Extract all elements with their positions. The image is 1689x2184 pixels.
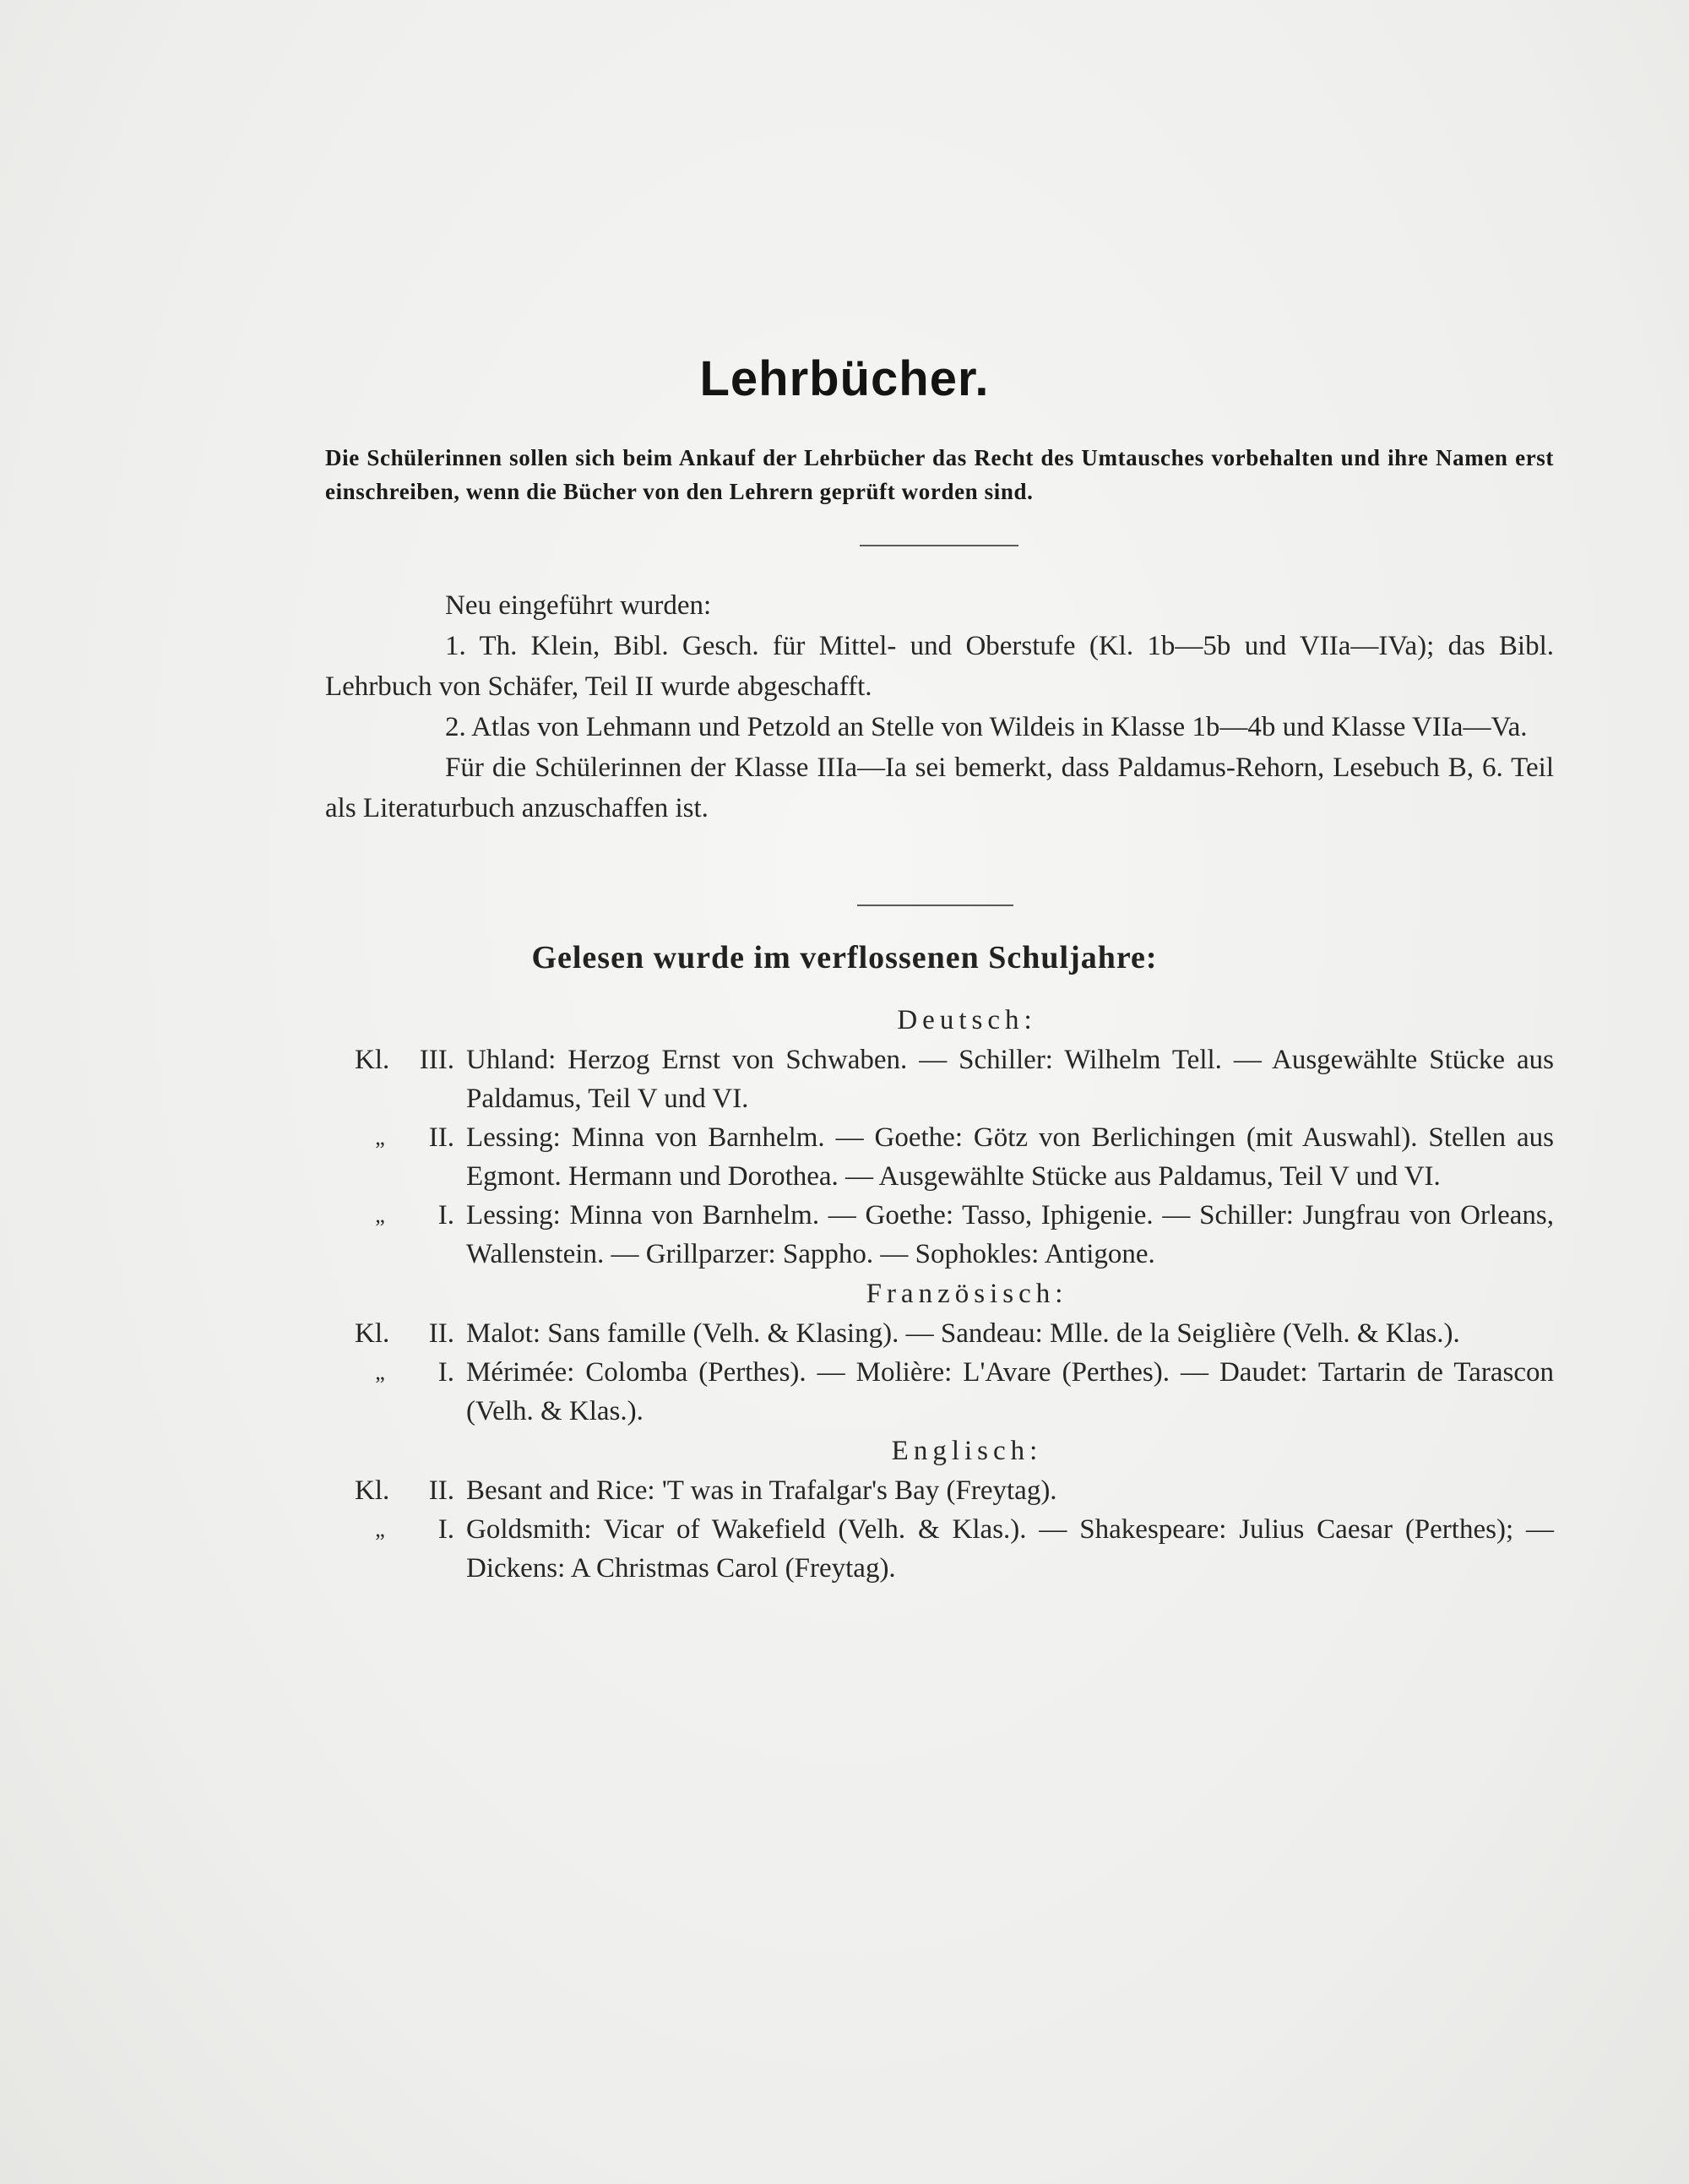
intro-note: Die Schülerinnen sollen sich beim Ankauf der Lehrbücher das Recht des Umtausches vorbehalten und ihre Namen erst einschreiben, wenn die Bücher von den Lehrern geprüft worden sind. — [325, 445, 1554, 504]
reading-heading: Gelesen wurde im verflossenen Schuljahre: — [531, 940, 1158, 975]
class-label: Kl. — [355, 1318, 390, 1349]
class-label: Kl. — [355, 1045, 390, 1075]
introduced-item-1: 1. Th. Klein, Bibl. Gesch. für Mittel- und Oberstufe (Kl. 1b—5b und VIIa—IVa); das Bibl. Lehrbuch von Schäfer, Teil II wurde abgeschafft. — [325, 631, 1554, 702]
reading-text: Goldsmith: Vicar of Wakefield (Velh. & Klas.). — Shakespeare: Julius Caesar (Perthes); — Dickens: A Christmas Carol (Freytag). — [466, 1514, 1554, 1584]
class-number: II. — [428, 1122, 454, 1153]
reading-entry — [355, 1510, 1554, 1588]
introduced-lead: Neu eingeführt wurden: — [445, 590, 712, 621]
class-number: I. — [437, 1514, 454, 1545]
franzoesisch-heading: Französisch: — [866, 1279, 1068, 1309]
class-number: III. — [419, 1045, 454, 1075]
class-number: II. — [428, 1475, 454, 1506]
ditto-mark: „ — [375, 1517, 385, 1541]
reading-entry — [355, 1314, 1554, 1353]
introduced-note: Für die Schülerinnen der Klasse IIIa—Ia sei bemerkt, dass Paldamus-Rehorn, Lesebuch B, 6. Teil als Literaturbuch anzuschaffen ist. — [325, 752, 1554, 823]
class-number: II. — [428, 1318, 454, 1349]
reading-text: Besant and Rice: 'T was in Trafalgar's Bay (Freytag). — [466, 1475, 1057, 1506]
class-label: Kl. — [355, 1475, 390, 1506]
ditto-mark: „ — [375, 1125, 385, 1149]
reading-entry — [355, 1196, 1554, 1274]
divider-2 — [857, 905, 1013, 906]
reading-text: Malot: Sans famille (Velh. & Klasing). — Sandeau: Mlle. de la Seiglière (Velh. & Klas.). — [466, 1318, 1460, 1349]
reading-text: Lessing: Minna von Barnhelm. — Goethe: Götz von Berlichingen (mit Auswahl). Stellen aus Egmont. Hermann und Dorothea. — Ausgewählte Stücke aus Paldamus, Teil V und VI. — [466, 1122, 1554, 1192]
deutsch-heading: Deutsch: — [897, 1005, 1037, 1035]
reading-text: Uhland: Herzog Ernst von Schwaben. — Schiller: Wilhelm Tell. — Ausgewählte Stücke aus Paldamus, Teil V und VI. — [466, 1045, 1554, 1114]
introduced-item-2: 2. Atlas von Lehmann und Petzold an Stelle von Wildeis in Klasse 1b—4b und Klasse VIIa—Va. — [445, 712, 1528, 742]
reading-entry — [355, 1040, 1554, 1118]
reading-entry — [355, 1471, 1554, 1510]
class-number: I. — [437, 1200, 454, 1231]
class-number: I. — [437, 1357, 454, 1388]
englisch-heading: Englisch: — [891, 1436, 1043, 1466]
reading-list — [355, 1000, 1554, 1588]
ditto-mark: „ — [375, 1203, 385, 1227]
ditto-mark: „ — [375, 1360, 385, 1384]
introduced-section — [325, 585, 1554, 829]
reading-entry — [355, 1118, 1554, 1196]
page-title: Lehrbücher. — [699, 351, 990, 406]
divider-1 — [860, 545, 1018, 546]
reading-entry — [355, 1353, 1554, 1431]
reading-text: Lessing: Minna von Barnhelm. — Goethe: Tasso, Iphigenie. — Schiller: Jungfrau von Orleans, Wallenstein. — Grillparzer: Sappho. — Sophokles: Antigone. — [466, 1200, 1554, 1269]
reading-text: Mérimée: Colomba (Perthes). — Molière: L'Avare (Perthes). — Daudet: Tartarin de Tarascon (Velh. & Klas.). — [466, 1357, 1554, 1426]
